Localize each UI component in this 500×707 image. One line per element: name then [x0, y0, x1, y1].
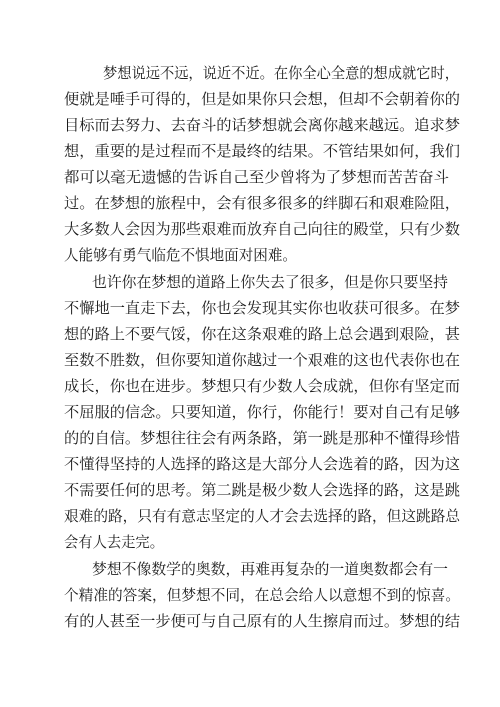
line-text: 目标而去努力、去奋斗的话梦想就会离你越来越远。追求梦	[64, 117, 460, 134]
line-text: 艰难的路，只有有意志坚定的人才会去选择的路，但这跳路总	[64, 508, 460, 525]
text-line	[0, 504, 500, 530]
line-text: 想，重要的是过程而不是最终的结果。不管结果如何，我们	[64, 143, 460, 160]
text-line	[0, 191, 500, 217]
text-line	[0, 557, 500, 583]
line-text: 不懈地一直走下去，你也会发现其实你也收获可很多。在梦	[64, 300, 460, 317]
text-line	[0, 348, 500, 374]
line-text: 个精准的答案，但梦想不同，在总会给人以意想不到的惊喜。	[64, 587, 460, 604]
line-text: 不屈服的信念。只要知道，你行，你能行！要对自己有足够	[64, 404, 460, 421]
line-text: 梦想不像数学的奥数，再难再复杂的一道奥数都会有一	[92, 561, 449, 578]
line-text: 的的自信。梦想往往会有两条路，第一跳是那种不懂得珍惜	[64, 430, 460, 447]
text-line	[0, 426, 500, 452]
line-text: 也许你在梦想的道路上你失去了很多，但是你只要坚持	[92, 274, 449, 291]
line-text: 成长，你也在进步。梦想只有少数人会成就，但你有坚定而	[64, 378, 460, 395]
text-line	[0, 165, 500, 191]
text-line	[0, 139, 500, 165]
text-line	[0, 113, 500, 139]
text-line	[0, 374, 500, 400]
line-text: 至数不胜数，但你要知道你越过一个艰难的这也代表你也在	[64, 352, 460, 369]
text-line	[0, 296, 500, 322]
line-text: 人能够有勇气临危不惧地面对困难。	[64, 247, 297, 264]
text-line	[0, 478, 500, 504]
text-line	[0, 400, 500, 426]
line-text: 不懂得坚持的人选择的路这是大部分人会选着的路，因为这	[64, 456, 460, 473]
line-text: 大多数人会因为那些艰难而放弃自己向往的殿堂，只有少数	[64, 221, 460, 238]
text-line	[0, 530, 500, 556]
line-text: 会有人去走完。	[64, 534, 164, 551]
text-line	[0, 270, 500, 296]
line-text: 都可以毫无遗憾的告诉自己至少曾将为了梦想而苦苦奋斗	[64, 169, 449, 186]
text-line	[0, 217, 500, 243]
text-line	[0, 583, 500, 609]
line-text: 便就是唾手可得的，但是如果你只会想，但却不会朝着你的	[64, 91, 460, 108]
line-text: 不需要任何的思考。第二跳是极少数人会选择的路，这是跳	[64, 482, 460, 499]
line-text: 过。在梦想的旅程中，会有很多很多的绊脚石和艰难险阻，	[64, 195, 460, 212]
text-line	[0, 452, 500, 478]
line-text: 梦想说远不远，说近不近。在你全心全意的想成就它时，	[103, 65, 459, 82]
text-line	[0, 61, 500, 87]
line-text: 想的路上不要气馁，你在这条艰难的路上总会遇到艰险，甚	[64, 326, 460, 343]
line-text: 有的人甚至一步便可与自己原有的人生擦肩而过。梦想的结	[64, 613, 460, 630]
text-line	[0, 87, 500, 113]
text-line	[0, 609, 500, 635]
text-line	[0, 243, 500, 269]
text-line	[0, 322, 500, 348]
